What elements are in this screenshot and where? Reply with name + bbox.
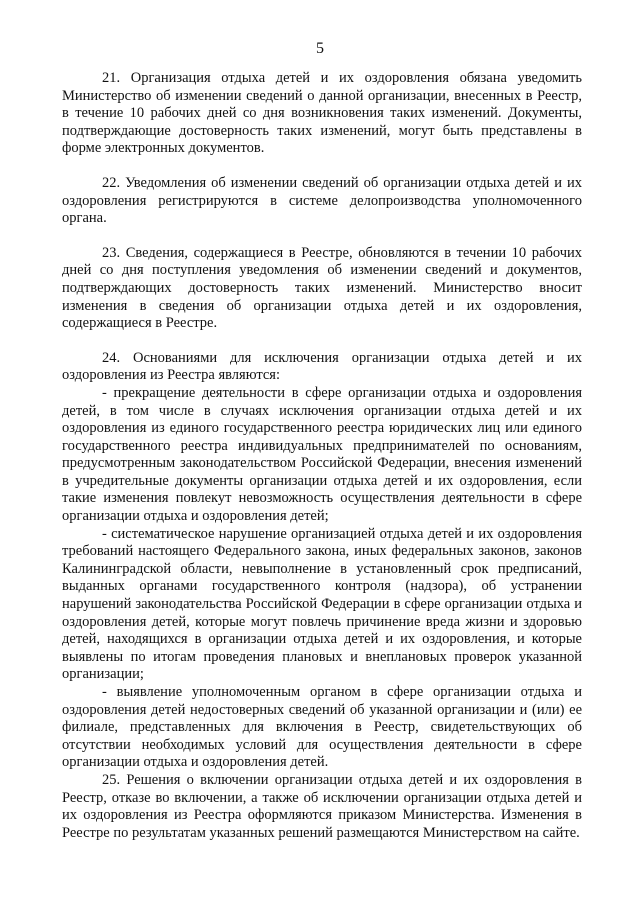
page-number: 5: [316, 40, 324, 57]
paragraph-24-item-false-info: - выявление уполномоченным органом в сфере организации отдыха и оздоровления детей недостоверных сведений об указанной организации и (или) ее филиале, представленных для включения в Реестр, свидетельствующих об отсутствии необходимых условий для осуществления деятельности в сфере организации отдыха и оздоровления детей.: [62, 684, 582, 771]
paragraph-25: 25. Решения о включении организации отдыха детей и их оздоровления в Реестр, отказе во включении, а также об исключении организации отдыха детей и их оздоровления из Реестра оформляются приказом Министерства. Изменения в Реестре по результатам указанных решений размещаются Министерством на сайте.: [62, 771, 582, 841]
paragraph-24: 24. Основаниями для исключения организации отдыха детей и их оздоровления из Реестра являются:: [62, 349, 582, 384]
paragraph-22: 22. Уведомления об изменении сведений об организации отдыха детей и их оздоровления регистрируются в системе делопроизводства уполномоченного органа.: [62, 174, 582, 227]
paragraph-24-item-violations: - систематическое нарушение организацией отдыха детей и их оздоровления требований настоящего Федерального закона, иных федеральных законов, законов Калининградской области, невыполнение в установленный срок предписаний, выданных органами государственного контроля (надзора), об устранении нарушений законодательства Российской Федерации в сфере организации отдыха и оздоровления детей, которые могут повлечь причинение вреда жизни и здоровью детей, находящихся в организации отдыха детей и их оздоровления, и которые выявлены по итогам проведения плановых и внеплановых проверок указанной организации;: [62, 525, 582, 683]
paragraph-23: 23. Сведения, содержащиеся в Реестре, обновляются в течении 10 рабочих дней со дня поступления уведомления об изменении сведений и документов, подтверждающих достоверность таких изменений. Министерство вносит изменения в сведения об организации отдыха детей и их оздоровления, содержащиеся в Реестре.: [62, 244, 582, 332]
document-body: [62, 70, 582, 842]
paragraph-24-item-termination: - прекращение деятельности в сфере организации отдыха и оздоровления детей, в том числе в случаях исключения организации отдыха детей и их оздоровления из единого государственного реестра юридических лиц или единого государственного реестра индивидуальных предпринимателей по основаниям, предусмотренным законодательством Российской Федерации, внесения изменений в учредительные документы организации отдыха детей и их оздоровления, если такие изменения повлекут невозможность осуществления деятельности в сфере организации отдыха и оздоровления детей;: [62, 384, 582, 525]
paragraph-21: 21. Организация отдыха детей и их оздоровления обязана уведомить Министерство об изменении сведений о данной организации, внесенных в Реестр, в течение 10 рабочих дней со дня возникновения таких изменений. Документы, подтверждающие достоверность таких изменений, могут быть представлены в форме электронных документов.: [62, 70, 582, 157]
